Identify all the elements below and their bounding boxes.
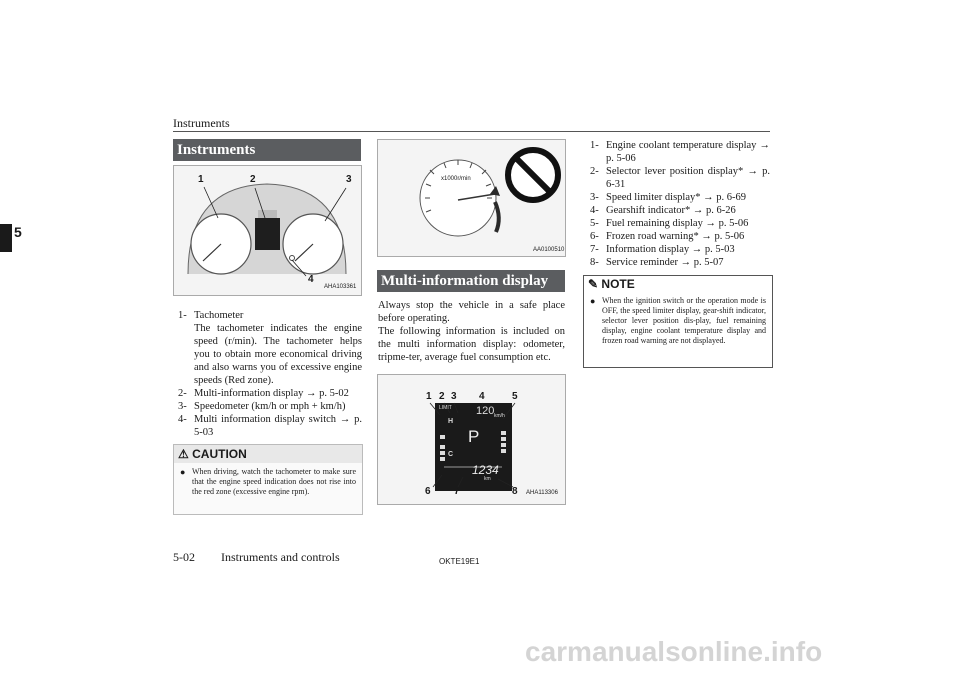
display-items-list: [590, 139, 770, 269]
document-code: OKTE19E1: [439, 557, 480, 566]
intro-paragraph: Always stop the vehicle in a safe place before operating. The following information is included on the multi information display: odometer, tripme-ter, average fuel consumption etc.: [378, 300, 565, 363]
section-title-multi-information-display: Multi-information display: [377, 270, 565, 292]
note-label: NOTE: [601, 277, 635, 291]
callout-3: 3: [346, 174, 352, 185]
chapter-number: 5: [14, 224, 22, 240]
callout-2: 2: [250, 174, 256, 185]
gauge-figure: [377, 139, 566, 257]
figure-code: AA0100510: [533, 247, 565, 253]
list-item: 3- Speed limiter display* → p. 6-69: [590, 192, 746, 203]
instrument-cluster-figure: [173, 165, 362, 296]
callout-7: 7: [454, 486, 460, 497]
list-item: 5- Fuel remaining display → p. 5-06: [590, 218, 749, 229]
chapter-tab: [0, 224, 12, 252]
callout-6: 6: [425, 486, 431, 497]
coolant-hot-label: H: [448, 418, 454, 425]
gear-position-value: P: [468, 427, 480, 446]
callout-1: 1: [198, 174, 204, 185]
header-rule: [173, 131, 770, 132]
coolant-cold-label: C: [448, 451, 454, 458]
bullet-icon: ●: [590, 296, 596, 306]
odometer-unit: km: [484, 476, 491, 482]
multi-display-figure: [377, 374, 566, 505]
speed-limit-indicator: LIMIT: [439, 405, 452, 411]
list-item: 8- Service reminder → p. 5-07: [590, 257, 724, 268]
list-item: 3- Speedometer (km/h or mph + km/h): [178, 401, 346, 412]
figure-code: AHA113306: [526, 490, 558, 496]
callout-5: 5: [512, 391, 518, 402]
running-header: Instruments: [173, 116, 230, 130]
instruments-list: [178, 309, 362, 439]
warning-triangle-icon: ⚠: [178, 447, 189, 461]
pencil-icon: ✎: [588, 277, 599, 291]
list-item: 1- Tachometer The tachometer indicates the engine speed (r/min). The tachometer helps you to obtain more economical driving and also warns you of excessive engine speeds (Red zone).: [178, 310, 362, 386]
list-item: 2- Selector lever position display* → p. 6-31: [590, 166, 770, 190]
callout-4: 4: [308, 274, 314, 285]
list-item: 6- Frozen road warning* → p. 5-06: [590, 231, 745, 242]
caution-header: [174, 445, 362, 463]
tachometer-illustration: [378, 140, 565, 256]
bullet-icon: ●: [180, 467, 186, 477]
list-item: 1- Engine coolant temperature display → p. 5-06: [590, 140, 770, 164]
speed-unit: km/h: [494, 413, 505, 419]
chapter-title: Instruments and controls: [221, 550, 340, 564]
list-item: 7- Information display → p. 5-03: [590, 244, 735, 255]
odometer-value: 1234: [472, 463, 499, 477]
list-item: 4- Multi information display switch → p. 5-03: [178, 414, 362, 438]
callout-2: 2: [439, 391, 445, 402]
callout-3: 3: [451, 391, 457, 402]
set-speed-value: 120: [476, 405, 495, 417]
caution-label: CAUTION: [192, 447, 247, 461]
caution-box: [173, 444, 363, 515]
section-title-instruments: Instruments: [173, 139, 361, 161]
note-header: [584, 276, 772, 292]
caution-text: When driving, watch the tachometer to make sure that the engine speed indication does not rise into the red zone (excessive engine rpm).: [192, 467, 356, 496]
note-box: [583, 275, 773, 368]
list-item: 4- Gearshift indicator* → p. 6-26: [590, 205, 736, 216]
watermark: carmanualsonline.info: [525, 636, 823, 667]
item-title: Tachometer: [194, 310, 244, 321]
instrument-cluster-illustration: [174, 166, 361, 295]
callout-4: 4: [479, 391, 485, 402]
figure-code: AHA103361: [324, 284, 357, 290]
list-item: 2- Multi-information display → p. 5-02: [178, 388, 349, 399]
callout-8: 8: [512, 486, 518, 497]
item-description: The tachometer indicates the engine speed (r/min). The tachometer helps you to obtain more economical driving and also warns you of excessive engine speeds (Red zone).: [194, 323, 362, 386]
note-text: When the ignition switch or the operation mode is OFF, the speed limiter display, gear-shift indicator, selector lever position dis-play, fuel remaining display, engine coolant temperature display and frozen road warning are not displayed.: [602, 296, 766, 345]
gauge-scale-label: x1000r/min: [441, 176, 471, 182]
callout-1: 1: [426, 391, 432, 402]
page-number: 5-02: [173, 550, 195, 564]
